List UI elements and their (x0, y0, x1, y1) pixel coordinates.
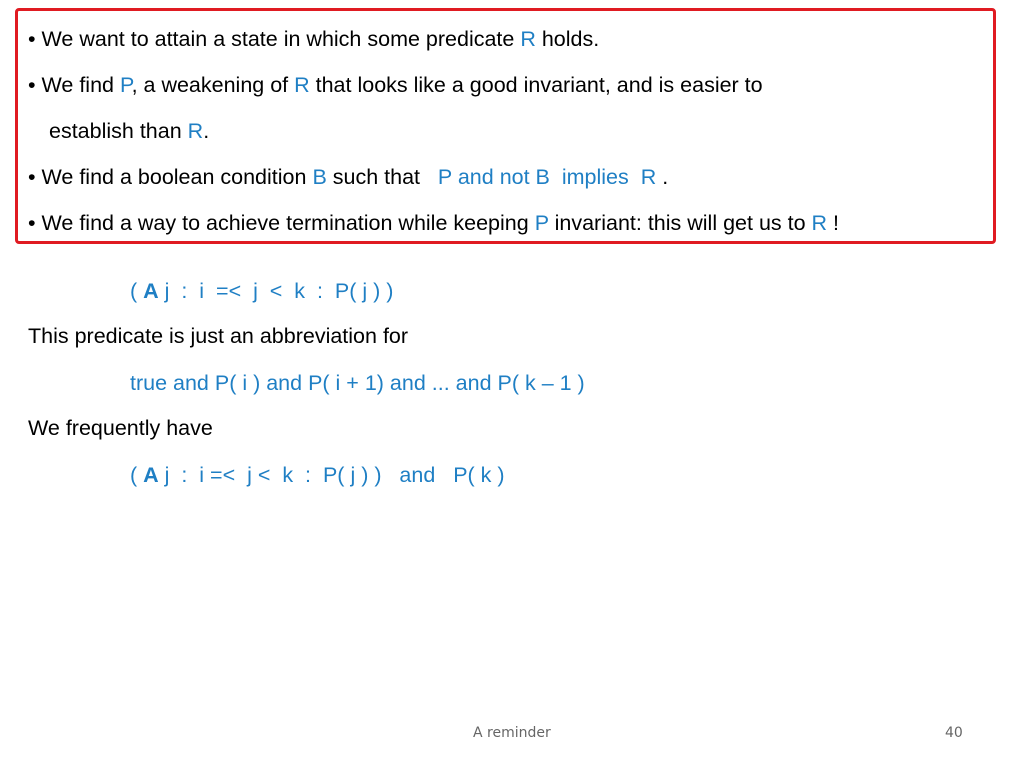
symbol-r: R (187, 119, 204, 143)
quantified-formula-and-pk (130, 462, 505, 488)
abbreviation-text: This predicate is just an abbreviation for (28, 324, 409, 348)
symbol-b: B (312, 165, 327, 189)
bullet-weakening-p-continued (49, 118, 209, 144)
formula-text: j : i =< j < k : P( j ) ) and P( k ) (158, 463, 505, 487)
bullet-boolean-condition (28, 164, 668, 190)
bullet-text: • We want to attain a state in which some predicate (28, 27, 521, 51)
bullet-text: establish than (49, 119, 188, 143)
symbol-r: R (811, 211, 828, 235)
quantifier-a: A (143, 279, 159, 303)
bullet-predicate-r (28, 26, 599, 52)
formula-text: ( (130, 279, 144, 303)
bullet-text: • We find a way to achieve termination while keeping (28, 211, 535, 235)
page-number: 40 (945, 725, 963, 741)
bullet-text: • We find a boolean condition (28, 165, 313, 189)
footer-title: A reminder (473, 725, 551, 741)
formula-text: ( (130, 463, 144, 487)
bullet-text: invariant: this will get us to (548, 211, 812, 235)
bullet-text: holds. (535, 27, 600, 51)
symbol-r: R (294, 73, 310, 97)
frequently-have-text: We frequently have (28, 416, 213, 440)
quantified-formula (130, 278, 393, 304)
bullet-text: such that (326, 165, 432, 189)
symbol-r: R (520, 27, 536, 51)
bullet-weakening-p (28, 72, 763, 98)
bullet-text: ! (827, 211, 840, 235)
symbol-p: P (119, 73, 132, 97)
symbol-p: P (534, 211, 549, 235)
formula-p-and-not-b-implies-r: P and not B implies R (431, 165, 663, 189)
formula-text: j : i =< j < k : P( j ) ) (158, 279, 394, 303)
expansion-formula: true and P( i ) and P( i + 1) and ... and P( k – 1 ) (130, 371, 585, 395)
bullet-text: that looks like a good invariant, and is easier to (309, 73, 763, 97)
bullet-termination (28, 210, 839, 236)
bullet-text: • We find (28, 73, 120, 97)
bullet-text: , a weakening of (131, 73, 295, 97)
bullet-text: . (662, 165, 669, 189)
bullet-text: . (203, 119, 210, 143)
quantifier-a: A (143, 463, 159, 487)
